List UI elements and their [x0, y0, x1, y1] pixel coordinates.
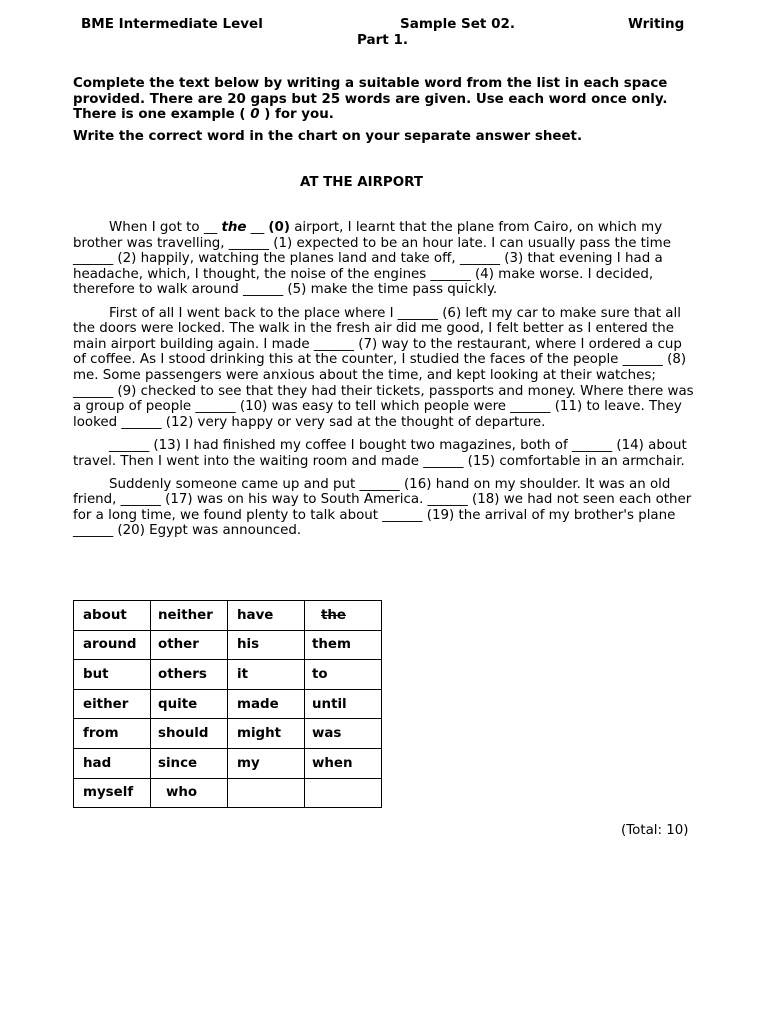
table-cell [151, 778, 228, 808]
header-set: Sample Set 02. [400, 16, 515, 32]
table-row [74, 630, 382, 660]
table-cell: either [74, 689, 151, 719]
passage-title: AT THE AIRPORT [300, 175, 423, 190]
table-cell-empty [228, 778, 305, 808]
header-level: BME Intermediate Level [81, 16, 263, 32]
table-cell: made [228, 689, 305, 719]
table-cell: but [74, 660, 151, 690]
table-cell: when [305, 748, 382, 778]
table-cell: others [151, 660, 228, 690]
table-cell: neither [151, 601, 228, 631]
table-cell: my [228, 748, 305, 778]
example-word: the [221, 220, 247, 235]
table-row [74, 689, 382, 719]
table-cell: his [228, 630, 305, 660]
table-cell: until [305, 689, 382, 719]
word-list-table [73, 600, 382, 808]
table-cell: around [74, 630, 151, 660]
header-section: Writing [628, 16, 685, 32]
table-row [74, 660, 382, 690]
instructions-example-number: 0 [250, 107, 260, 122]
table-cell: it [228, 660, 305, 690]
table-cell: them [305, 630, 382, 660]
table-row [74, 748, 382, 778]
paragraph-1-mid: __ [246, 220, 269, 235]
table-row [74, 719, 382, 749]
table-cell: have [228, 601, 305, 631]
table-cell: might [228, 719, 305, 749]
paragraph-4: Suddenly someone came up and put ______ (16) hand on my shoulder. It was an old friend, ______ (17) was on his way to South America. ______ (18) we had not seen each other for a long time, we found plenty to talk about ______ (19) the arrival of my brother's plane ______ (20) Egypt was announced. [73, 476, 692, 539]
passage-body [73, 220, 697, 547]
total-score: (Total: 10) [621, 823, 689, 838]
table-cell-word: who [166, 785, 198, 801]
table-cell: was [305, 719, 382, 749]
table-row [74, 778, 382, 808]
table-cell: to [305, 660, 382, 690]
table-cell [305, 601, 382, 631]
paragraph-3: ______ (13) I had finished my coffee I bought two magazines, both of ______ (14) about travel. Then I went into the waiting room and made ______ (15) comfortable in an armchair. [73, 437, 687, 469]
instructions-main [73, 76, 695, 123]
paragraph-1 [73, 220, 697, 298]
header-part: Part 1. [357, 32, 408, 48]
table-cell-empty [305, 778, 382, 808]
table-cell: myself [74, 778, 151, 808]
example-number: (0) [268, 220, 290, 235]
table-cell: from [74, 719, 151, 749]
instructions-main-pre: Complete the text below by writing a suitable word from the list in each space provided. There are 20 gaps but 25 words are given. Use each word once only. There is one example ( [73, 76, 668, 122]
table-cell: since [151, 748, 228, 778]
instructions-secondary: Write the correct word in the chart on your separate answer sheet. [73, 129, 583, 144]
instructions-main-post: ) for you. [259, 107, 334, 122]
table-row [74, 601, 382, 631]
table-cell: other [151, 630, 228, 660]
table-cell: about [74, 601, 151, 631]
paragraph-2: First of all I went back to the place where I ______ (6) left my car to make sure that all the doors were locked. The walk in the fresh air did me good, I felt better as I entered the main airport building again. I made ______ (7) way to the restaurant, where I ordered a cup of coffee. As I stood drinking this at the counter, I studied the faces of the people ______ (8) me. Some passengers were anxious about the time, and kept looking at their watches; ______ (9) checked to see that they had their tickets, passports and money. Where there was a group of people ______ (10) was easy to tell which people were ______ (11) to leave. They looked ______ (12) very happy or very sad at the thought of departure. [73, 305, 694, 430]
table-cell: had [74, 748, 151, 778]
paragraph-1-start: When I got to __ [109, 220, 222, 235]
table-cell: should [151, 719, 228, 749]
paragraph-1-rest: airport, I learnt that the plane from Cairo, on which my brother was travelling, ______ (1) expected to be an hour late. I can usually pass the time ______ (2) happily, watching the planes land and take off, ______ (3) that evening I had a headache, which, I thought, the noise of the engines ______ (4) make worse. I decided, therefore to walk around ______ (5) make the time pass quickly. [73, 220, 671, 298]
table-cell: quite [151, 689, 228, 719]
struck-example-word: the [321, 607, 347, 623]
